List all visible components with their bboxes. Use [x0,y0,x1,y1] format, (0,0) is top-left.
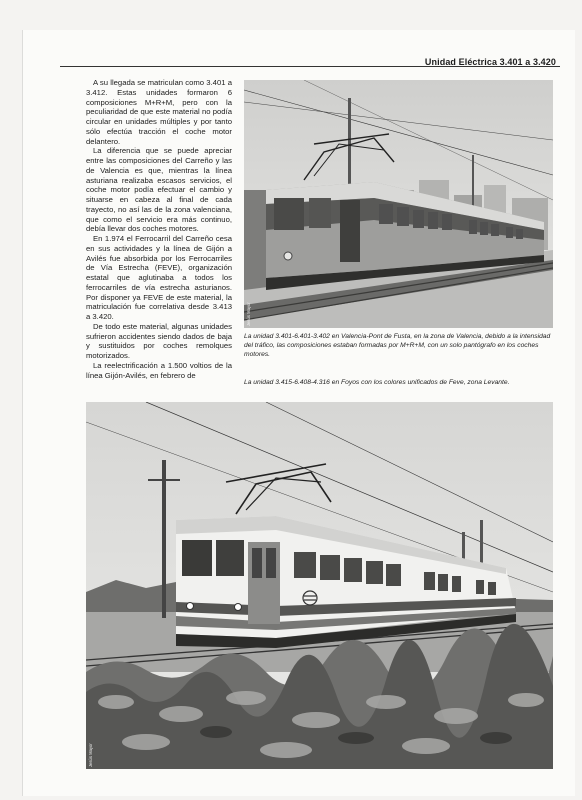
caption-top-photo: La unidad 3.401-6.401-3.402 en Valencia-Pont de Fusta, en la zona de Valencia, debido a la intensidad del tráfico, las composiciones estaban formadas por M+R+M, con un solo pantógrafo en los coches motores. [244,333,551,358]
paragraph-5: La reelectrificación a 1.500 voltios de la línea Gijón-Avilés, en febrero de [86,360,232,380]
photo-credit-bottom: Jesús Mayor [88,743,93,767]
photo-credit-top: Jesús Mayor [246,302,251,326]
photo-unit-3415-foyos [86,402,553,769]
photo-unit-3401-valencia [244,80,553,328]
running-header: Unidad Eléctrica 3.401 a 3.420 [424,57,556,67]
paragraph-1: A su llegada se matriculan como 3.401 a 3.412. Estas unidades formaron 6 composiciones M+R+M, pero con la peculiaridad de que este material no podía circular en unidades múltiples y por tanto sólo efectúa tracción el coche motor delantero. [86,78,232,146]
header-rule [60,66,560,67]
paragraph-4: De todo este material, algunas unidades sufrieron accidentes siendo dados de baja y sustituidos por coches remolques motorizados. [86,321,232,360]
paragraph-2: La diferencia que se puede apreciar entre las composiciones del Carreño y las de Valencia es que, mientras la línea asturiana realizaba escasos servicios, el coche motor podía efectuar el cambio y situarse en cabeza al final de cada trayecto, no así las de la zona valenciana, que como el servicio era más continuo, debía llevar dos coches motores. [86,146,232,234]
body-text-column [86,78,232,380]
paragraph-3: En 1.974 el Ferrocarril del Carreño cesa en sus actividades y la línea de Gijón a Avilés fue absorbida por los Ferrocarriles de Vía Estrecha (FEVE), organización estatal que aglutinaba a todos los ferrocarriles de vía estrecha asturianos. Por disponer ya FEVE de este material, la matriculación fue correlativa desde 3.413 a 3.420. [86,234,232,321]
caption-bottom-photo: La unidad 3.415-6.408-4.316 en Foyos con los colores unificados de Feve, zona Levante. [244,379,510,386]
